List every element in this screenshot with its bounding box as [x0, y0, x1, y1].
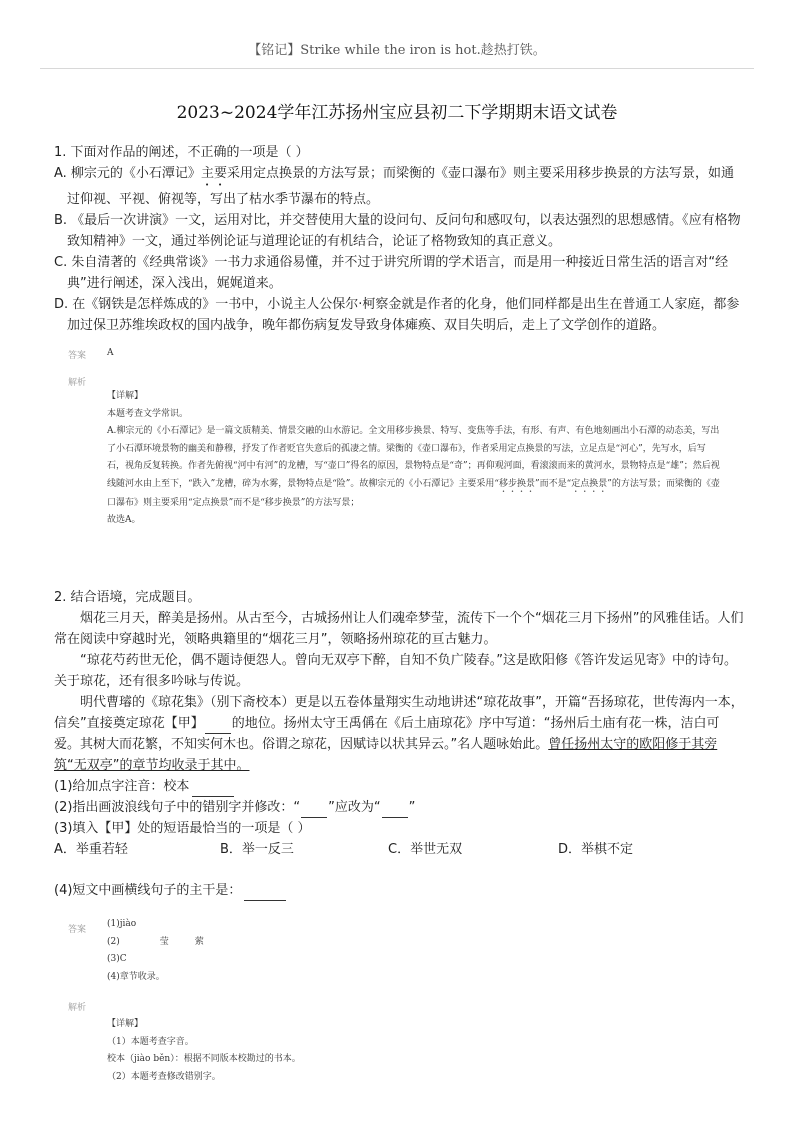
- option-b[interactable]: B．举一反三: [220, 842, 294, 857]
- q1-analysis: [107, 388, 723, 530]
- q1-detail-conclusion: 故选A。: [107, 515, 141, 525]
- passage-paragraph-2: “琼花芍药世无伦，偶不题诗便怨人。曾向无双亭下醉，自知不负广陵春。”这是欧阳修《答许发运见寄》中的诗句。关于琼花，还有很多吟咏与传说。: [54, 653, 737, 689]
- q1-detail-title: 【详解】: [107, 391, 144, 401]
- page-title: 2023~2024学年江苏扬州宝应县初二下学期期末语文试卷: [176, 103, 618, 123]
- question-1-option-a: A. 柳宗元的《小石潭记》主要采用定点换景的方法写景；而梁衡的《壶口瀑布》则主要采用移步换景的方法写景，如通过仰视、平视、俯视等，写出了枯水季节瀑布的特点。: [54, 166, 734, 207]
- answer-blank-4[interactable]: [244, 886, 286, 901]
- option-a[interactable]: A．举重若轻: [54, 842, 128, 857]
- question-1-option-d: D. 在《钢铁是怎样炼成的》一书中，小说主人公保尔·柯察金就是作者的化身，他们同样都是出生在普通工人家庭，都参加过保卫苏维埃政权的国内战争，晚年都伤病复发导致身体瘫痪、双目失明后，走上了文学创作的道路。: [54, 297, 740, 333]
- sub-question-2: (2)指出画波浪线句子中的错别字并修改：“ ”应改为“ ”: [54, 797, 744, 818]
- option-d[interactable]: D．举棋不定: [558, 842, 634, 857]
- passage-paragraph-3: 明代曹璿的《琼花集》（别下斋校本）更是以五卷体量翔实生动地讲述“琼花故事”，开篇“吾扬琼花，世传海内一本，信矣”直接奠定琼花【甲】 的地位。扬州太守王禹偁在《后土庙琼花》序中写道：“扬州后土庙有花一株，洁白可爱。其树大而花繁，不知实何木也。俗谓之琼花，因赋诗以状其异云。”名人题咏始此。曾任扬州太守的欧阳修于其旁筑“无双亭”的章节均收录于其中。: [54, 695, 744, 773]
- question-1-stem: 1. 下面对作品的阐述，不正确的一项是（ ）: [54, 145, 309, 160]
- q2-answer-label: 答案: [68, 925, 87, 935]
- header-motto: 【铭记】Strike while the iron is hot.趁热打铁。: [248, 43, 546, 58]
- q1-detail-line: 本题考查文学常识。: [107, 408, 189, 419]
- underlined-sentence: 曾任扬州太守的欧阳修于其旁筑“无双亭”的章节均收录于其中。: [54, 737, 718, 773]
- sub-question-3: (3)填入【甲】处的短语最恰当的一项是（ ）: [54, 821, 311, 836]
- blank-jia[interactable]: [205, 719, 231, 734]
- q2-analysis: [107, 1016, 723, 1086]
- q1-analysis-label: 解析: [68, 378, 87, 388]
- answer-blank-1[interactable]: [192, 782, 234, 797]
- passage-paragraph-1: 烟花三月天，醉美是扬州。从古至今，古城扬州让人们魂牵梦莹，流传下一个个“烟花三月下扬州”的风雅佳话。人们常在阅读中穿越时光，领略典籍里的“烟花三月”，领略扬州琼花的亘古魅力。: [54, 611, 744, 647]
- q2-detail-line-1: （1）本题考查字音。: [107, 1036, 194, 1047]
- header-divider: [40, 68, 754, 69]
- q2-detail-line-3: （2）本题考查修改错别字。: [107, 1071, 221, 1082]
- sub-question-3-options: [54, 839, 744, 860]
- q2-detail-line-2: 校本（jiào běn）：根据不同版本校勘过的书本。: [107, 1054, 301, 1064]
- answer-blank-2b[interactable]: [382, 803, 408, 818]
- q2-answer-2: (2) 莹 萦: [107, 936, 204, 947]
- question-1-option-b: B. 《最后一次讲演》一文，运用对比，并交替使用大量的设问句、反问句和感叹句，以表达强烈的思想感情。《应有格物致知精神》一文，通过举例论证与道理论证的有机结合，论证了格物致知的真正意义。: [54, 213, 741, 249]
- q2-detail-title: 【详解】: [107, 1019, 144, 1029]
- question-2-stem: 2. 结合语境，完成题目。: [54, 590, 201, 605]
- q2-answer: [107, 916, 723, 986]
- q1-answer-label: 答案: [68, 351, 87, 361]
- q2-answer-1: (1)jiào: [107, 919, 137, 929]
- q2-answer-3: (3)C: [107, 954, 127, 964]
- sub-question-4: (4)短文中画横线句子的主干是：: [54, 880, 744, 901]
- question-1: [54, 142, 744, 336]
- q2-analysis-label: 解析: [68, 1003, 87, 1013]
- question-1-option-c: C. 朱自清著的《经典常谈》一书力求通俗易懂，并不过于讲究所谓的学术语言，而是用一种接近日常生活的语言对“经典”进行阐述，深入浅出，娓娓道来。: [54, 255, 729, 291]
- q2-answer-4: (4)章节收录。: [107, 971, 165, 982]
- answer-blank-2a[interactable]: [301, 803, 327, 818]
- option-c[interactable]: C．举世无双: [388, 842, 463, 857]
- q1-detail-body: A.柳宗元的《小石潭记》是一篇文质精美、情景交融的山水游记。全文用移步换景、特写、变焦等手法，有形、有声、有色地刻画出小石潭的动态美，写出了小石潭环境景物的幽美和静穆，抒发了作者贬官失意后的孤凄之情。梁衡的《壶口瀑布》，作者采用定点换景的写法，立足点是“河心”，先写水，后写石，视角反复转换。作者先俯视“河中有河”的龙槽，写“壶口”得名的原因，景物特点是“奇”；再仰观河面，看滚滚而来的黄河水，景物特点是“雄”；然后视线随河水由上至下，“跌入”龙槽，碎为水雾，景物特点是“险”。故柳宗元的《小石潭记》主要采用“移步换景”而不是“定点换景”的方法写景；而梁衡的《壶口瀑布》则主要采用“定点换景”而不是“移步换景”的方法写景；: [107, 426, 720, 508]
- q1-answer: A: [107, 348, 114, 358]
- question-2: [54, 587, 744, 901]
- sub-question-1: (1)给加点字注音：校本: [54, 776, 744, 797]
